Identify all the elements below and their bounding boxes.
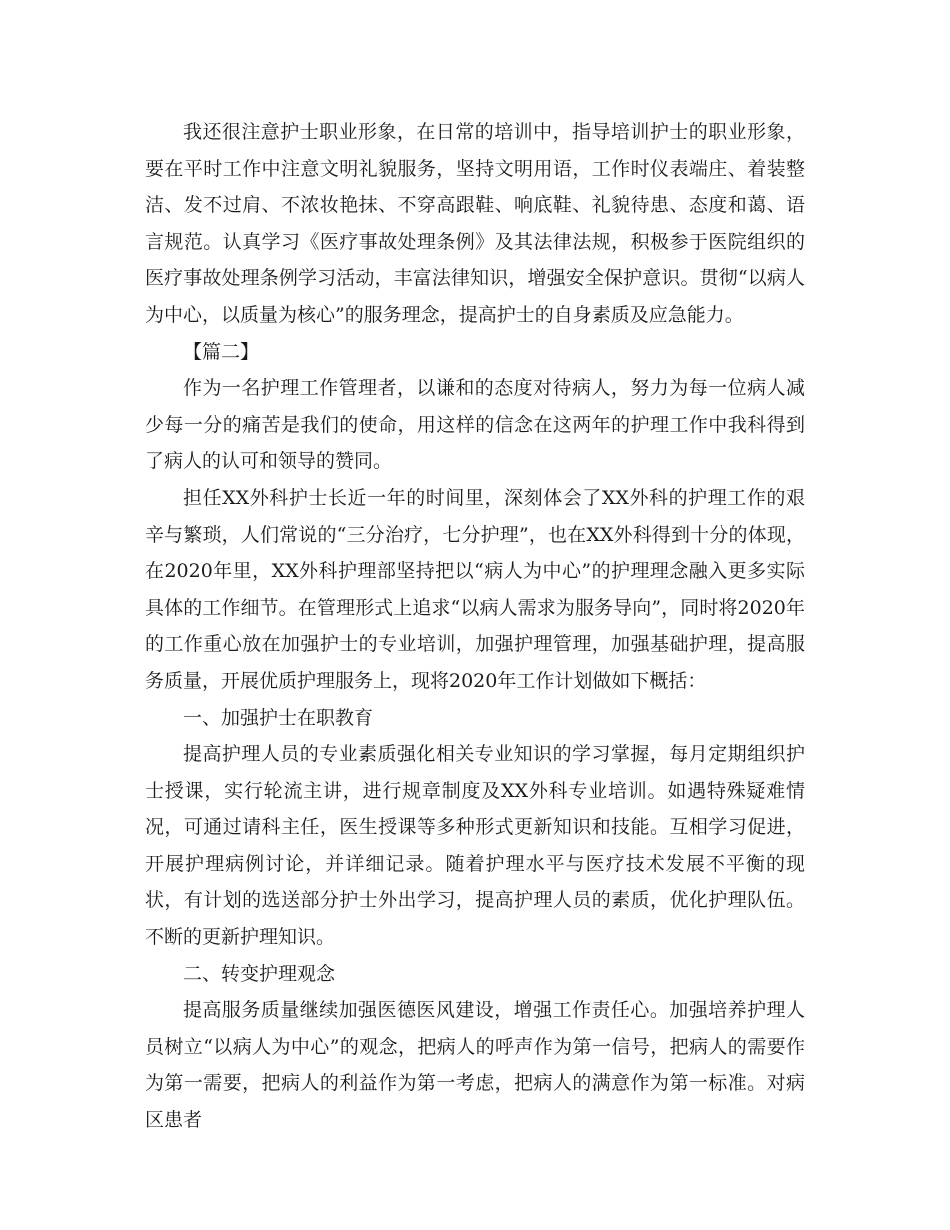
paragraph-professional-image: 我还很注意护士职业形象，在日常的培训中，指导培训护士的职业形象，要在平时工作中注意文明礼貌服务，坚持文明用语，工作时仪表端庄、着装整洁、发不过肩、不浓妆艳抹、不穿高跟鞋、响底鞋、礼貌待患、态度和蔼、语言规范。认真学习《医疗事故处理条例》及其法律法规，积极参于医院组织的医疗事故处理条例学习活动，丰富法律知识，增强安全保护意识。贯彻“以病人为中心，以质量为核心”的服务理念，提高护士的自身素质及应急能力。: [145, 121, 805, 326]
paragraph-head-nurse-experience: 担任XX外科护士长近一年的时间里，深刻体会了XX外科的护理工作的艰辛与繁琐，人们常说的“三分治疗，七分护理”，也在XX外科得到十分的体现，在2020年里，XX外科护理部坚持把以“病人为中心”的护理理念融入更多实际具体的工作细节。在管理形式上追求“以病人需求为服务导向”，同时将2020年的工作重心放在加强护士的专业培训，加强护理管理，加强基础护理，提高服务质量，开展优质护理服务上，现将2020年工作计划做如下概括：: [145, 486, 805, 692]
paragraph-service-quality: 提高服务质量继续加强医德医风建设，增强工作责任心。加强培养护理人员树立“以病人为中心”的观念，把病人的呼声作为第一信号，把病人的需要作为第一需要，把病人的利益作为第一考虑，把病人的满意作为第一标准。对病区患者: [145, 999, 805, 1132]
paragraph-manager-mission: 作为一名护理工作管理者，以谦和的态度对待病人，努力为每一位病人减少每一分的痛苦是我们的使命，用这样的信念在这两年的护理工作中我科得到了病人的认可和领导的赞同。: [145, 377, 805, 473]
section-heading-nursing-concept: 二、转变护理观念: [183, 962, 336, 985]
paragraph-education: 提高护理人员的专业素质强化相关专业知识的学习掌握，每月定期组织护士授课，实行轮流主讲，进行规章制度及XX外科专业培训。如遇特殊疑难情况，可通过请科主任，医生授课等多种形式更新知识和技能。互相学习促进，开展护理病例讨论，并详细记录。随着护理水平与医疗技术发展不平衡的现状，有计划的选送部分护士外出学习，提高护理人员的素质，优化护理队伍。不断的更新护理知识。: [145, 743, 805, 949]
section-heading-education: 一、加强护士在职教育: [183, 706, 374, 729]
document-body: [145, 114, 805, 1139]
section-heading-part-two: 【篇二】: [183, 340, 260, 363]
